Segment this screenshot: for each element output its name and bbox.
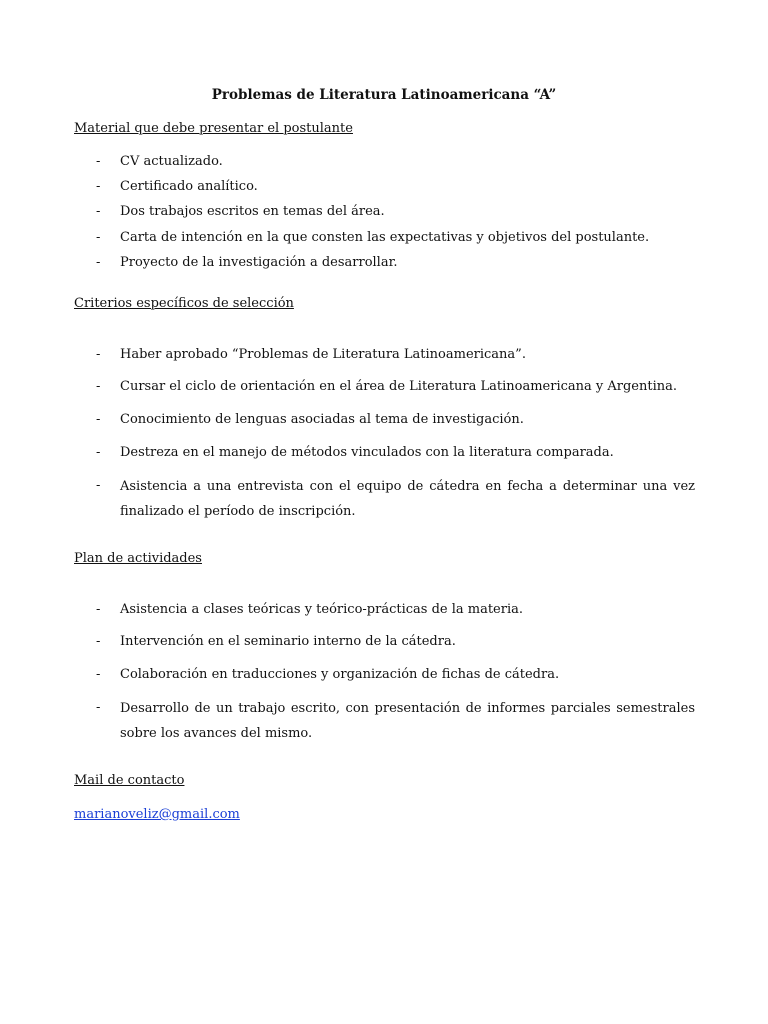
document-title: Problemas de Literatura Latinoamericana “A” — [211, 87, 557, 103]
bullet-dash: - — [96, 602, 101, 617]
list-item-text: CV actualizado. — [120, 154, 223, 169]
list-item-text: Colaboración en traducciones y organización de fichas de cátedra. — [120, 667, 560, 682]
list-item-text: Intervención en el seminario interno de la cátedra. — [120, 634, 456, 649]
bullet-dash: - — [96, 445, 101, 460]
list-item-text: Conocimiento de lenguas asociadas al tema de investigación. — [120, 412, 524, 427]
bullet-dash: - — [96, 478, 101, 493]
bullet-dash: - — [96, 255, 101, 270]
bullet-dash: - — [96, 230, 101, 245]
bullet-dash: - — [96, 347, 101, 362]
list-item-text: Asistencia a una entrevista con el equipo de cátedra en fecha a determinar una vez finalizado el período de inscripción. — [120, 479, 695, 519]
list-item-text: Proyecto de la investigación a desarrollar. — [120, 255, 398, 270]
bullet-dash: - — [96, 634, 101, 649]
list-item-text: Cursar el ciclo de orientación en el área de Literatura Latinoamericana y Argentina. — [120, 379, 678, 394]
bullet-dash: - — [96, 154, 101, 169]
bullet-dash: - — [96, 412, 101, 427]
bullet-dash: - — [96, 379, 101, 394]
contact-email-link[interactable]: marianoveliz@gmail.com — [74, 807, 240, 822]
list-item-text: Dos trabajos escritos en temas del área. — [120, 204, 385, 219]
bullet-dash: - — [96, 667, 101, 682]
list-item-text: Haber aprobado “Problemas de Literatura Latinoamericana”. — [120, 347, 526, 362]
list-item-text: Destreza en el manejo de métodos vinculados con la literatura comparada. — [120, 445, 614, 460]
heading-contacto: Mail de contacto — [74, 773, 185, 788]
heading-plan: Plan de actividades — [74, 551, 202, 566]
list-item-text: Carta de intención en la que consten las expectativas y objetivos del postulante. — [120, 230, 650, 245]
heading-material: Material que debe presentar el postulante — [74, 121, 353, 136]
bullet-dash: - — [96, 204, 101, 219]
list-item-text: Asistencia a clases teóricas y teórico-prácticas de la materia. — [120, 602, 524, 617]
bullet-dash: - — [96, 179, 101, 194]
list-item-text: Desarrollo de un trabajo escrito, con presentación de informes parciales semestrales sobre los avances del mismo. — [120, 701, 695, 741]
heading-criterios: Criterios específicos de selección — [74, 296, 294, 311]
list-item-text: Certificado analítico. — [120, 179, 258, 194]
bullet-dash: - — [96, 700, 101, 715]
